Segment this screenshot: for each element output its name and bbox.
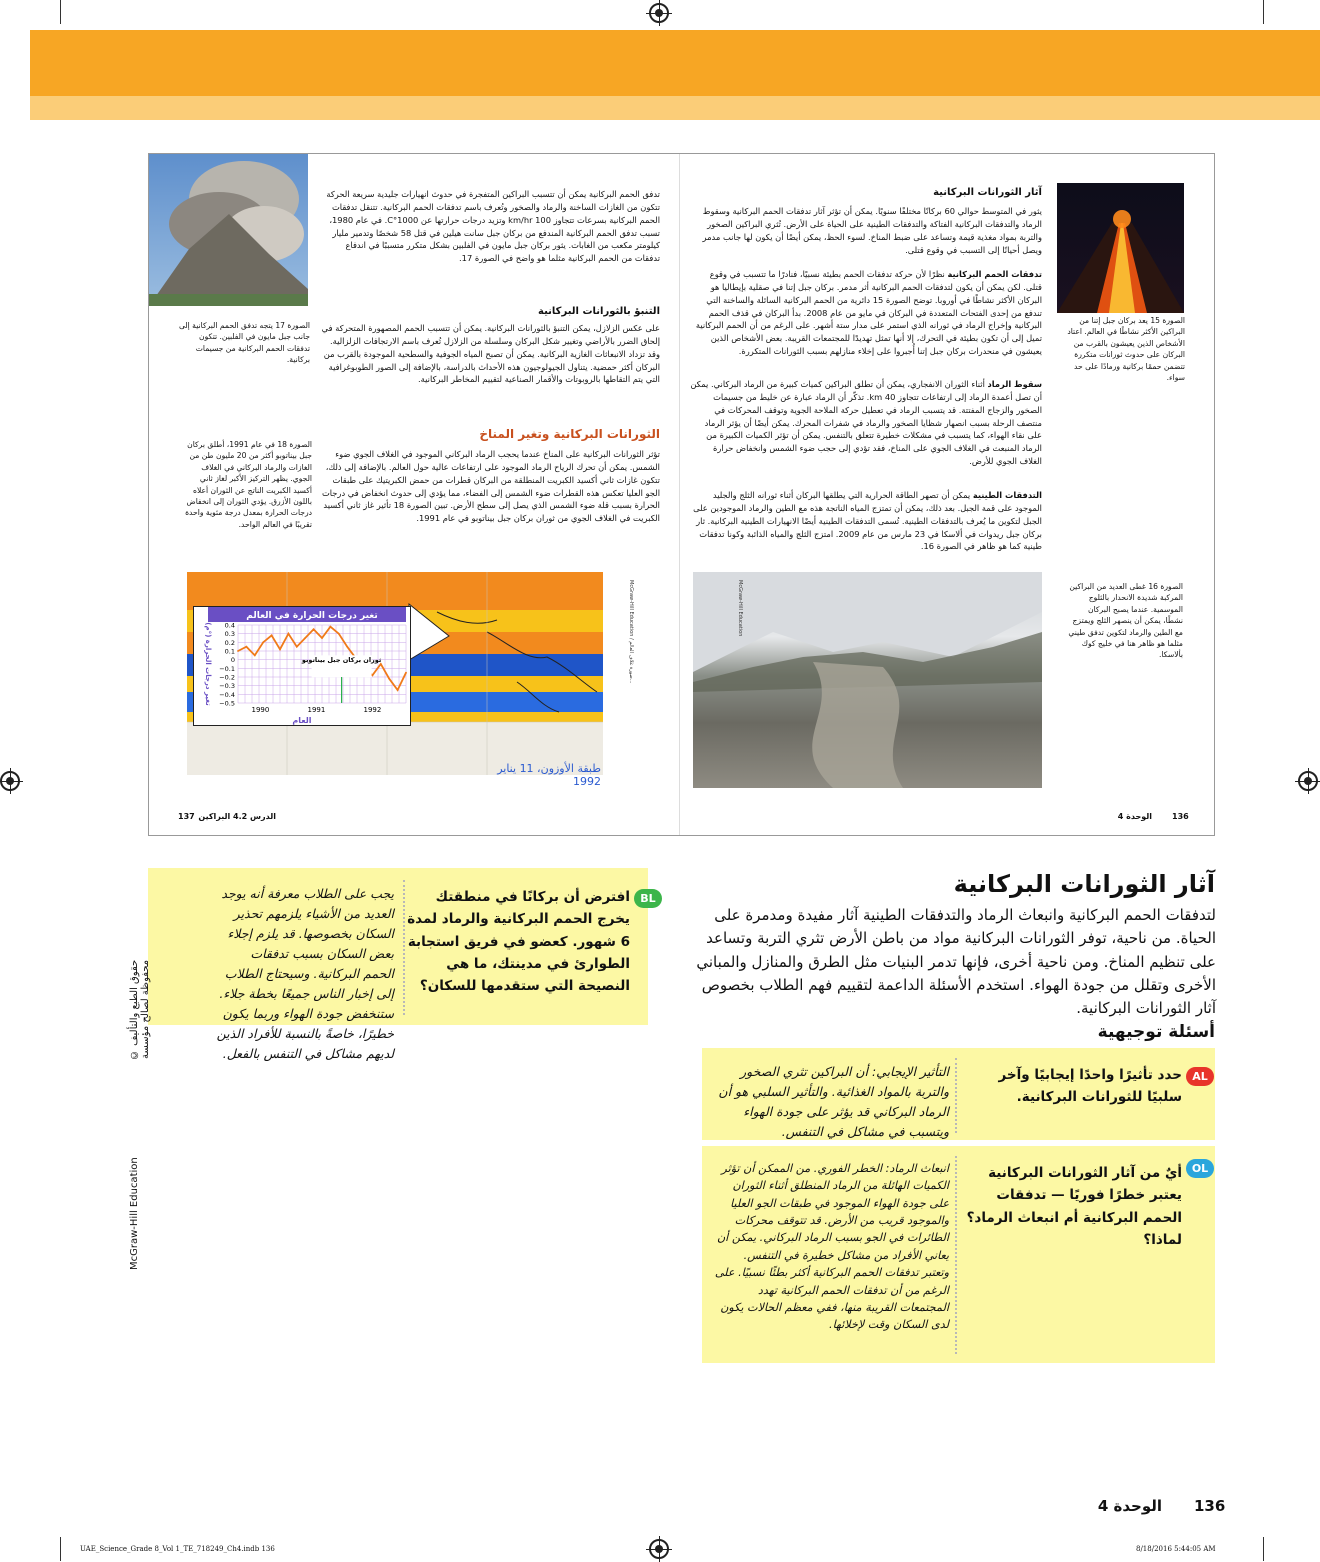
ash-text: أثناء الثوران الانفجاري، يمكن أن تطلق البراكين كميات كبيرة من الرماد البركاني. يمكن أن تصل أعمدة الرماد إلى ارتفاعات تتجاوز 40 km. تذكّر أن الرماد عبارة عن خليط من جسيمات الصخور والزجاج المفتتة. قد يتسبب الرماد في تعطيل حركة الملاحة الجوية وتوقف المحركات في منتصف الرحلة بسبب انصهار شظايا الصخور والرماد في شفرات المحرك. يمكن أيضًا أن يؤثر الرماد على نقاء الهواء، كما يتسبب في مشكلات خطيرة تتعلق بالتنفس. يمكن أن تؤثر الكميات الكبيرة من الرماد المنبعث في الغلاف الجوي على المناخ، فقد تؤدي إلى حجب ضوء الشمس وانخفاض حرارة الغلاف الجوي للأرض. (690, 379, 1042, 467)
chart-point (304, 637, 306, 639)
mayon-photo (149, 154, 308, 306)
chart-point (405, 672, 407, 674)
caption-17: الصورة 17 يتجه تدفق الحمم البركانية إلى جانب جبل مايون في الفلبين. تتكون تدفقات الحمم البركانية من جسيمات بركانية. (178, 321, 310, 365)
bl-divider (403, 880, 405, 1015)
chart-point (330, 626, 332, 628)
chart-y-tick: 0.2 (224, 638, 235, 647)
chart-point (346, 646, 348, 648)
chart-y-tick: 0.3 (224, 630, 235, 639)
chart-annotation: ثوران بركان جبل بيناتوبو (301, 655, 382, 664)
map-caption: طبقة الأوزون، 11 يناير 1992 (497, 762, 601, 788)
spread-gutter (679, 154, 680, 835)
te-main-title: آثار الثورانات البركانية (953, 870, 1215, 898)
unit-label: الوحدة 4 (1117, 812, 1152, 821)
top-banner-light (30, 96, 1320, 120)
climate-paragraph: تؤثر الثورانات البركانية على المناخ عندما يحجب الرماد البركاني الموجود في الغلاف الجوي ضوء الشمس. يمكن أن تحرك الرياح الرماد الموجود على ارتفاعات عالية حول العالم. بالإضافة إلى ذلك، تتكون غازات ثاني أكسيد الكبريت المنطلقة من البركان قطرات من حمض الكبريتيك على طبقات الجو العليا تعكس هذه القطرات ضوء الشمس إلى الفضاء، مما يؤدي إلى حدوث انخفاض في درجات الحرارة بسبب قلة ضوء الشمس الذي يصل إلى سطح الأرض. تبين الصورة 18 تأثير غاز ثاني أكسيد الكبريت في الغلاف الجوي من ثوران بركان جبل بيناتوبو في عام 1991. (321, 449, 660, 524)
ol-answer: انبعاث الرماد: الخطر الفوري. من الممكن أن تؤثر الكميات الهائلة من الرماد المنطلق أثناء الثوران على جودة الهواء الموجود في طبقات الجو العليا والموجود قريب من الأرض. قد تتوقف محركات الطائرات في الجو بسبب الرماد البركاني. يمكن أن يعاني الأفراد من مشاكل خطيرة في التنفس. وتعتبر تدفقات الحمم البركانية أكثر بطئًا نسبيًا. على الرغم من أن تدفقات الحمم البركانية تهدد المجتمعات القريبة منها، ففي معظم الحالات يكون لدى السكان وقت لإخلائها. (714, 1162, 949, 1332)
chart-y-label: تغير درجات الحرارة (°م) (204, 622, 212, 706)
registration-mark-bottom (649, 1539, 669, 1559)
slug-file: UAE_Science_Grade 8_Vol 1_TE_718249_Ch4.indb 136 (80, 1545, 275, 1553)
map-credit: McGraw-Hill Education / صورة غلاف العالم... (628, 580, 634, 684)
chart-x-tick: 1991 (307, 706, 326, 714)
guiding-questions-heading: أسئلة توجيهية (1097, 1022, 1215, 1042)
chart-point (237, 650, 239, 652)
predict-paragraph: على عكس الزلازل، يمكن التنبؤ بالثورانات البركانية. يمكن أن تتسبب الحمم المصهورة المتحركة في إلحاق الضرر بالأراضي وتغيير شكل البركان وسلسلة من الزلازل تُعرف باسم الارتجافات الزلزالية. وقد تزداد الانبعاثات الغازية البركانية. يمكن أن تصبح المياه الجوفية والسطحية الموجودة بالقرب من البركان أكثر حمضية. يتناول الجيولوجيون هذه الأحداث بالدراسة، بالإضافة إلى الصور الطوبوغرافية التي يتم التقاطها بالروبوتات والأقمار الصناعية لتقييم المخاطر البركانية. (321, 323, 660, 385)
lesson-label: الدرس 4.2 البراكين (198, 812, 276, 821)
te-intro: لتدفقات الحمم البركانية وانبعاث الرماد والتدفقات الطينية آثار مفيدة ومدمرة على الحياة. من ناحية، توفر الثورانات البركانية مواد من باطن الأرض تثري التربة وتساعد على تنظيم المناخ. ومن ناحية أخرى، فإنها تدمر البنيات مثل الطرق والمنازل والمباني الأخرى وتقلل من جودة الهواء. استخدم الأسئلة الداعمة لتقييم فهم الطلاب بخصوص آثار الثورانات البركانية. (696, 906, 1216, 1017)
mudflow-photo (693, 572, 1042, 788)
chart-point (313, 628, 315, 630)
mayon-illustration (149, 154, 308, 306)
te-unit-label: الوحدة 4 (1097, 1497, 1162, 1515)
chart-title: تغير درجات الحرارة في العالم (246, 611, 378, 621)
chart-y-tick: −0.1 (219, 664, 235, 673)
chart-point (388, 678, 390, 680)
registration-mark-right (1298, 771, 1318, 791)
al-question: حدد تأثيرًا واحدًا إيجابيًا وآخر سلبيًا للثورانات البركانية. (998, 1067, 1182, 1106)
page-number-136: 136 (1172, 812, 1189, 821)
chart-point (246, 646, 248, 648)
crop-mark (60, 1537, 61, 1561)
lava-text: نظرًا لأن حركة تدفقات الحمم بطيئة نسبيًا، فنادرًا ما تتسبب في وقوع قتلى. لكن يمكن أن يكون لتدفقات الحمم البركانية أثر مدمر. بركان جبل إتنا في صقلية بإيطاليا هو البركان الأكثر نشاطًا في أوروبا. توضح الصورة 15 دائرية من الحمم البركانية السائلة والساخنة التي تندفع من إحدى الفتحات المتعددة في البركان في مايو من عام 2008. بدأ البركان في قذف الحمم البركانية وإخراج الرماد في ثورانه الذي استمر على مدار ستة أشهر. على الرغم من أن الحمم البركانية تميل إلى أن تكون بطيئة في التحرك، إلا أنها تمثل تهديدًا للمجتمعات القريبة. بعض الأشخاص الذين يعيشون في منحدرات بركان جبل إتنا أُجبروا على إخلاء منازلهم بسبب الثورانات المتكررة. (695, 269, 1042, 357)
ol-question: أيٌ من آثار الثورانات البركانية يعتبر خطرًا فوريًا — تدفقات الحمم البركانية أم انبعاث الرماد؟ لماذا؟ (966, 1165, 1182, 1248)
chart-x-label: العام (292, 716, 312, 725)
bl-question-box (148, 868, 648, 1061)
bl-question: افترض أن بركانًا في منطقتك يخرج الحمم البركانية والرماد لمدة 6 شهور. كعضو في فريق استجابة الطوارئ في مدينتك، ما هي النصيحة التي ستقدمها للسكان؟ (407, 889, 630, 995)
chart-point (279, 648, 281, 650)
slug-date: 8/18/2016 5:44:05 AM (1136, 1545, 1216, 1553)
registration-mark-top (649, 3, 669, 23)
side-publisher: McGraw-Hill Education (129, 1157, 140, 1270)
climate-heading: الثورانات البركانية وتغير المناخ (479, 427, 660, 441)
registration-mark-left (0, 771, 20, 791)
te-page-number: 136 (1194, 1497, 1226, 1515)
caption-15: الصورة 15 يعد بركان جبل إتنا من البراكين الأكثر نشاطًا في العالم. اعتاد الأشخاص الذين يعيشون بالقرب من البركان على حدوث ثورانات متكررة تتضمن حممًا بركانية ورمادًا على حد سواء. (1067, 316, 1185, 382)
chart-point (262, 641, 264, 643)
ol-question-box (702, 1146, 1215, 1363)
effects-heading: آثار الثورانات البركانية (933, 187, 1042, 198)
al-badge: AL (1186, 1067, 1214, 1086)
chart-y-tick: 0 (230, 656, 235, 665)
etna-illustration (1057, 183, 1184, 313)
chart-point (254, 654, 256, 656)
ol-badge: OL (1186, 1159, 1214, 1178)
mudflow-illustration (693, 572, 1042, 788)
side-copyright: حقوق الطبع والتأليف © محفوظة لصالح مؤسسة (129, 960, 151, 1061)
temperature-chart-svg (194, 607, 412, 727)
photo-credit: McGraw-Hill Education (737, 580, 743, 637)
lava-paragraph (690, 268, 1042, 358)
lava-title: تدفقات الحمم البركانية (947, 269, 1042, 279)
chart-point (397, 689, 399, 691)
mud-text: يمكن أن تصهر الطاقة الحرارية التي يطلقها البركان أثناء ثورانه الثلج والجليد الموجود على قمة الجبل. بعد ذلك، يمكن أن تمتزج المياه الناتجة هذه مع الطين والرماد الموجودين على الجبل لتكوين ما يُعرف بالتدفقات الطينية. تُسمى التدفقات الطينية أيضًا الانهيارات الطينية البركانية. ثار بركان جبل ريدوات في ألاسكا في 23 مارس من عام 2009. امتزج الثلج والمياه الذائبة وكونا تدفقات طينية كما هو ظاهر في الصورة 16. (693, 490, 1042, 552)
bl-answer: يجب على الطلاب معرفة أنه يوجد العديد من الأشياء يلزمهم تحذير السكان بخصوصها. قد يلزم إجلاء بعض السكان بسبب تدفقات الحمم البركانية. وسيحتاج الطلاب إلى إخبار الناس جميعًا بخطة جلاء. ستنخفض جودة الهواء وربما يكون خطيرًا، خاصةً بالنسبة للأفراد الذين لديهم مشاكل في التنفس بالفعل. (216, 886, 394, 1061)
etna-photo (1057, 183, 1184, 313)
ash-paragraph (690, 378, 1042, 468)
ol-divider (955, 1156, 957, 1354)
chart-point (338, 633, 340, 635)
chart-y-tick: −0.2 (219, 673, 235, 682)
mud-title: التدفقات الطينية (972, 490, 1042, 500)
crop-mark (1263, 0, 1264, 24)
top-banner (30, 30, 1320, 96)
chart-y-tick: −0.4 (219, 690, 235, 699)
mud-paragraph (690, 489, 1042, 553)
chart-y-tick: 0.1 (224, 647, 235, 656)
crop-mark (60, 0, 61, 24)
temperature-chart (193, 606, 411, 726)
caption-16: الصورة 16 غطى العديد من البراكين المركبة شديدة الانحدار بالثلوج الموسمية. عندما يصبح البركان نشطًا، يمكن أن ينصهر الثلج ويمتزج مع الطين والرماد لتكوين تدفق طيني مثلما هو ظاهر هنا في خليج كوك بألاسكا. (1068, 582, 1183, 660)
chart-point (271, 635, 273, 637)
effects-intro: يثور في المتوسط حوالي 60 بركانًا مختلفًا سنويًا. يمكن أن تؤثر آثار تدفقات الحمم البركانية وسقوط الرماد والتدفقات البركانية الفتاكة والتدفقات الطينية على الحياة على الأرض. تُثري البراكين الصخور والتربة بمواد مغذية قيمة وتساعد على ضبط المناخ. لسوء الحظ، يمكن أيضًا أن يكون لها جانب مدمر ويصل أحيانًا إلى التسبب في وقوع قتلى. (702, 206, 1042, 255)
chart-x-tick: 1992 (363, 706, 382, 714)
bl-badge: BL (634, 889, 662, 908)
chart-y-tick: −0.3 (219, 682, 235, 691)
chart-point (288, 633, 290, 635)
page-number-137: 137 (178, 812, 195, 821)
chart-point (296, 646, 298, 648)
chart-y-tick: 0.4 (224, 621, 235, 630)
caption-18: الصورة 18 في عام 1991، أطلق بركان جبل بيناتوبو أكثر من 20 مليون طن من الغازات والرماد البركاني في الغلاف الجوي. يظهر التركيز الأكبر لغاز ثاني أكسيد الكبريت الناتج عن الثوران أعلاه باللون الأزرق. يؤدي الثوران إلى انخفاض درجات الحرارة بمعدل درجة مئوية واحدة تقريبًا في العالم الواحد. (185, 440, 312, 529)
predict-heading: التنبؤ بالثورانات البركانية (538, 306, 660, 317)
chart-point (372, 674, 374, 676)
al-divider (955, 1058, 957, 1133)
ash-title: سقوط الرماد (987, 379, 1042, 389)
al-answer: التأثير الإيجابي: أن البراكين تثري الصخور والتربة بالمواد الغذائية. والتأثير السلبي هو أن الرماد البركاني قد يؤثر على جودة الهواء ويتسبب في مشاكل في التنفس. (718, 1064, 949, 1139)
al-question-box (702, 1048, 1215, 1140)
chart-point (321, 637, 323, 639)
crop-mark (1263, 1537, 1264, 1561)
chart-y-tick: −0.5 (219, 699, 235, 708)
chart-x-tick: 1990 (251, 706, 270, 714)
pyroclastic-paragraph: تدفق الحمم البركانية يمكن أن تتسبب البراكين المتفجرة في حدوث انهيارات جليدية سريعة الحركة تتكون من الغازات الساخنة والرماد والصخور وتُعرف باسم تدفقات الحمم البركانية. تتنقل تدفقات الحمم البركانية بسرعات تتجاوز 100 km/hr وتزيد درجات حرارتها عن 1000°C. في عام 1980، تسبب تدفق الحمم البركانية المندفع من بركان جبل سانت هيلين في قتل 58 شخصًا وتدمير مليار كيلومتر مكعب من الغابات. يثور بركان جبل مايون في الفلبين بشكل متكرر متسببًا في اندفاع تدفقات من الحمم البركانية مثلما هو واضح في الصورة 17. (326, 189, 660, 264)
